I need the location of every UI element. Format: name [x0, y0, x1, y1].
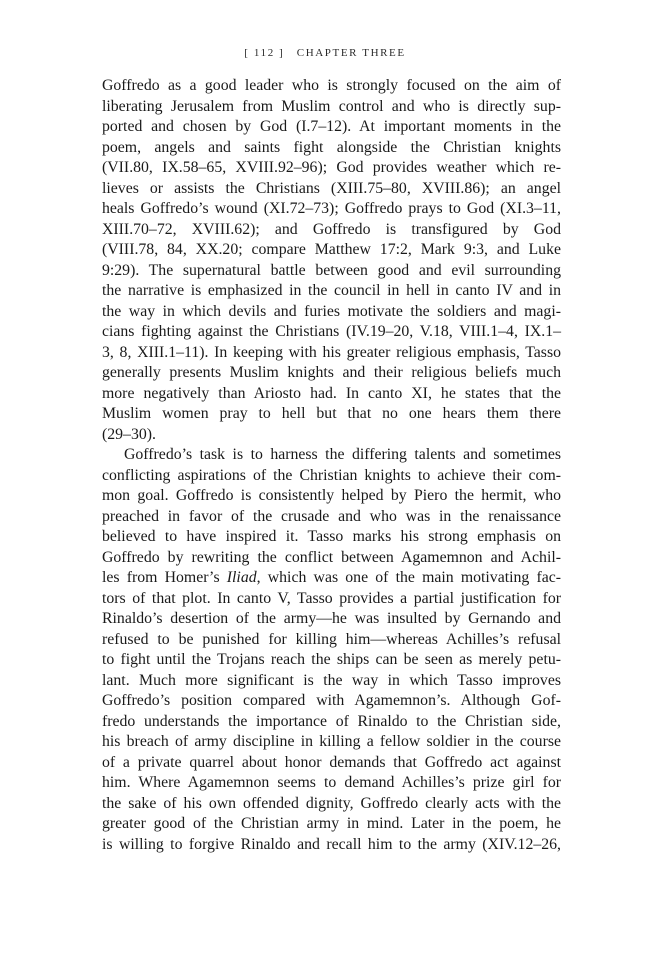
text-line: (VIII.78, 84, XX.20; compare Matthew 17:2, Mark 9:3, and Luke	[102, 241, 561, 258]
text-line: the narrative is emphasized in the council in hell in canto IV and in	[102, 282, 561, 299]
text-line: mon goal. Goffredo is consistently helped by Piero the hermit, who	[102, 487, 561, 504]
work-title: Iliad	[226, 569, 257, 586]
text-line: his breach of army discipline in killing a fellow soldier in the course	[102, 733, 561, 750]
text-line: Goffredo’s position compared with Agamemnon’s. Although Gof-	[102, 692, 561, 709]
text-line: refused to be punished for killing him—whereas Achilles’s refusal	[102, 630, 561, 648]
text-line: 3, 8, XIII.1–11). In keeping with his greater religious emphasis, Tasso	[102, 343, 561, 361]
text-line: (29–30).	[102, 425, 156, 443]
text-line: cians fighting against the Christians (IV.19–20, V.18, VIII.1–4, IX.1–	[102, 323, 561, 340]
text-line: more negatively than Ariosto had. In canto XI, he states that the	[102, 384, 561, 402]
line-segment: les from Homer’s	[102, 569, 227, 586]
text-line: 9:29). The supernatural battle between good and evil surrounding	[102, 261, 561, 279]
text-line: heals Goffredo’s wound (XI.72–73); Goffredo prays to God (XI.3–11,	[102, 200, 561, 217]
body-text	[102, 76, 561, 855]
text-line: the way in which devils and furies motivate the soldiers and magi-	[102, 302, 561, 320]
text-line: of a private quarrel about honor demands that Goffredo act against	[102, 753, 561, 771]
text-line: to fight until the Trojans reach the ships can be seen as merely petu-	[102, 651, 561, 668]
text-line: XIII.70–72, XVIII.62); and Goffredo is transfigured by God	[102, 220, 561, 238]
text-line: lieves or assists the Christians (XIII.75–80, XVIII.86); an angel	[102, 179, 561, 197]
text-line: fredo understands the importance of Rinaldo to the Christian side,	[102, 712, 561, 730]
text-line: him. Where Agamemnon seems to demand Achilles’s prize girl for	[102, 774, 561, 791]
text-line: generally presents Muslim knights and their religious beliefs much	[102, 364, 561, 381]
text-line: believed to have inspired it. Tasso marks his strong emphasis on	[102, 528, 561, 545]
text-line: preached in favor of the crusade and who was in the renaissance	[102, 507, 561, 525]
text-line: Muslim women pray to hell but that no one hears them there	[102, 405, 561, 422]
text-line: liberating Jerusalem from Muslim control and who is directly sup-	[102, 97, 561, 115]
running-head	[0, 47, 650, 59]
text-line: Goffredo’s task is to harness the differing talents and sometimes	[124, 446, 561, 463]
line-segment: , which was one of the main motivating fac-	[256, 569, 562, 586]
text-line: Goffredo by rewriting the conflict between Agamemnon and Achil-	[102, 548, 561, 566]
paragraph-1	[102, 76, 561, 445]
text-line: ported and chosen by God (I.7–12). At important moments in the	[102, 118, 561, 135]
text-line: is willing to forgive Rinaldo and recall him to the army (XIV.12–26,	[102, 835, 561, 853]
text-line: tors of that plot. In canto V, Tasso provides a partial justification for	[102, 589, 561, 607]
text-line: conflicting aspirations of the Christian knights to achieve their com-	[102, 466, 561, 484]
text-line: lant. Much more significant is the way in which Tasso improves	[102, 671, 561, 689]
text-line: Rinaldo’s desertion of the army—he was insulted by Gernando and	[102, 610, 561, 627]
text-line: greater good of the Christian army in mind. Later in the poem, he	[102, 815, 561, 832]
page-number: [ 112 ]	[244, 47, 285, 59]
text-line: (VII.80, IX.58–65, XVIII.92–96); God provides weather which re-	[102, 159, 561, 176]
chapter-title: CHAPTER THREE	[296, 47, 406, 59]
text-line-iliad	[102, 568, 561, 589]
text-line: poem, angels and saints fight alongside the Christian knights	[102, 138, 561, 156]
text-line: the sake of his own offended dignity, Goffredo clearly acts with the	[102, 794, 561, 812]
paragraph-2	[102, 445, 561, 855]
text-line: Goffredo as a good leader who is strongly focused on the aim of	[102, 77, 561, 94]
